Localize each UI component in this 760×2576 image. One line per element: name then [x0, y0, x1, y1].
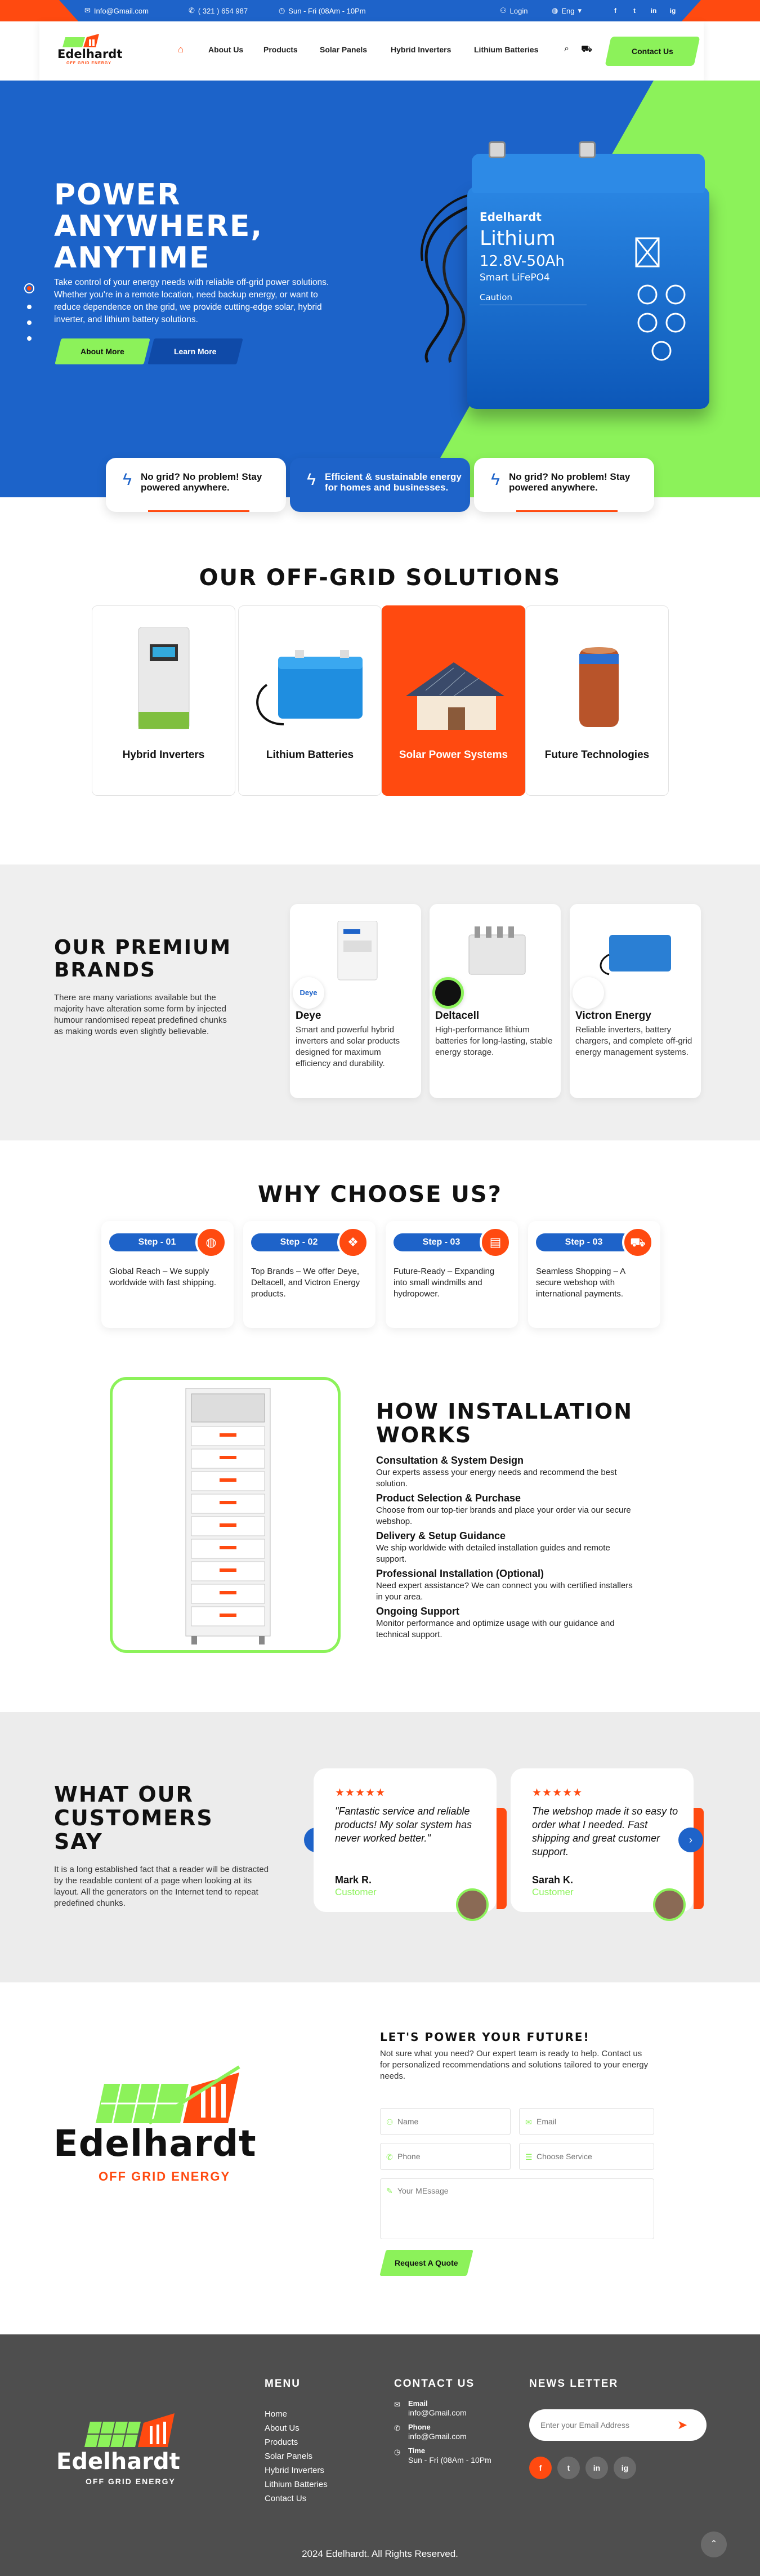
cell-icon: [574, 643, 624, 733]
contact-title: LET'S POWER YOUR FUTURE!: [380, 2030, 590, 2044]
star-rating: ★★★★★: [335, 1787, 386, 1799]
testimonial-card-1: ★★★★★ "Fantastic service and reliable products! My solar system has never worked better." Mark R. Customer: [314, 1768, 497, 1912]
copyright: 2024 Edelhardt. All Rights Reserved.: [302, 2548, 458, 2559]
contact-button[interactable]: Contact Us: [605, 37, 700, 66]
service-select[interactable]: [519, 2143, 654, 2170]
topbar-phone[interactable]: ✆ ( 321 ) 654 987: [189, 6, 248, 15]
mail-icon: ✉: [394, 2400, 400, 2409]
testimonials-title: WHAT OUR CUSTOMERS SAY: [54, 1782, 213, 1854]
top-bar-blue: [59, 0, 701, 21]
feature-card-2: ϟ Efficient & sustainable energy for homes and businesses.: [290, 458, 470, 512]
facebook-icon[interactable]: f: [614, 7, 616, 15]
list-icon: ☰: [525, 2152, 533, 2161]
install-step-3-text: We ship worldwide with detailed installation guides and remote support.: [376, 1543, 610, 1564]
avatar: [456, 1888, 489, 1921]
solution-solar-power-systems[interactable]: Solar Power Systems: [382, 605, 525, 796]
footer-link-home[interactable]: Home: [265, 2409, 288, 2419]
install-title: HOW INSTALLATION WORKS: [376, 1399, 633, 1447]
brands-title: OUR PREMIUM BRANDS: [54, 936, 232, 982]
install-step-5-text: Monitor performance and optimize usage with our guidance and technical support.: [376, 1619, 615, 1639]
footer-link-batteries[interactable]: Lithium Batteries: [265, 2480, 328, 2489]
clock-icon: ◷: [394, 2448, 401, 2456]
message-icon: ✎: [386, 2186, 393, 2195]
about-more-button[interactable]: About More: [55, 338, 150, 364]
step-card-3: Step - 03 ▤ Future-Ready – Expanding into small windmills and hydropower.: [386, 1221, 518, 1328]
feature-card-3: ϟ No grid? No problem! Stay powered anywhere.: [474, 458, 654, 512]
slider-dots: [24, 283, 35, 352]
send-icon[interactable]: ➤: [677, 2418, 688, 2432]
scroll-top-button[interactable]: [701, 2532, 727, 2557]
install-step-3-title: Delivery & Setup Guidance: [376, 1530, 506, 1541]
slider-dot-4[interactable]: [27, 336, 32, 341]
nav-lithium-batteries[interactable]: Lithium Batteries: [474, 45, 539, 54]
nav-solar-panels[interactable]: Solar Panels: [320, 45, 368, 54]
footer-phone[interactable]: info@Gmail.com: [408, 2432, 467, 2441]
facebook-icon[interactable]: f: [529, 2457, 552, 2479]
footer-link-about[interactable]: About Us: [265, 2423, 299, 2433]
victron-logo: [573, 977, 604, 1009]
slider-dot-3[interactable]: [27, 320, 32, 325]
phone-icon: ✆: [394, 2424, 400, 2432]
battery-icon: [250, 645, 374, 730]
hero: [0, 81, 760, 497]
email-input[interactable]: [519, 2108, 654, 2135]
footer-menu-title: MENU: [265, 2378, 301, 2390]
nav-hybrid-inverters[interactable]: Hybrid Inverters: [391, 45, 451, 54]
logo-text: Edelhardt: [57, 47, 123, 61]
hero-battery-image: Edelhardt Lithium 12.8V-50Ah Smart LiFePO4 Caution: [467, 154, 709, 413]
install-step-2-text: Choose from our top-tier brands and place your order via our secure webshop.: [376, 1505, 631, 1526]
footer-link-solar[interactable]: Solar Panels: [265, 2452, 313, 2461]
inverter-icon: [127, 627, 200, 734]
clock-icon: ◷: [279, 6, 285, 15]
top-bar: [0, 0, 760, 21]
install-step-1-text: Our experts assess your energy needs and recommend the best solution.: [376, 1468, 617, 1488]
message-input[interactable]: [380, 2178, 654, 2239]
twitter-icon[interactable]: t: [633, 7, 636, 15]
testimonials-text: It is a long established fact that a reader will be distracted by the readable content of a page when looking at its layout. All the generators on the Internet tend to repeat predefined chunks.: [54, 1865, 269, 1908]
footer-email[interactable]: info@Gmail.com: [408, 2408, 467, 2417]
phone-icon: ✆: [189, 6, 195, 15]
victron-device-icon: [598, 926, 677, 977]
globe-icon: ◍: [195, 1227, 227, 1258]
mail-icon: ✉: [525, 2118, 532, 2127]
testimonial-card-2: ★★★★★ The webshop made it so easy to order what I needed. Fast shipping and great customer support. Sarah K. Customer: [511, 1768, 694, 1912]
footer-link-contact[interactable]: Contact Us: [265, 2494, 307, 2503]
testimonials-next-button[interactable]: [678, 1828, 703, 1852]
brands-text: There are many variations available but the majority have alteration some form by injected humour randomised repeat predefined chunks as making words even slightly believable.: [54, 993, 227, 1036]
brands-icon: ❖: [337, 1227, 369, 1258]
deltacell-logo: [432, 977, 464, 1009]
big-logo: Edelhardt OFF GRID ENERGY: [53, 2061, 318, 2191]
hero-text: Take control of your energy needs with reliable off-grid power solutions. Whether you're in a remote location, need backup energy, or want to reduce dependence on the grid, we provide cutting-edge solar, hybrid inverter, and lithium battery solutions.: [54, 278, 329, 324]
solution-hybrid-inverters[interactable]: Hybrid Inverters: [92, 605, 235, 796]
contact-text: Not sure what you need? Our expert team is ready to help. Contact us for personalized recommendations and solutions tailored to your energy needs.: [380, 2049, 649, 2081]
logo-tagline: OFF GRID ENERGY: [66, 61, 111, 65]
install-step-5-title: Ongoing Support: [376, 1606, 459, 1617]
step-card-1: Step - 01 ◍ Global Reach – We supply worldwide with fast shipping.: [101, 1221, 234, 1328]
home-icon[interactable]: ⌂: [178, 44, 184, 55]
deye-logo: Deye: [293, 977, 324, 1009]
nav-about[interactable]: About Us: [208, 45, 244, 54]
footer-link-inverters[interactable]: Hybrid Inverters: [265, 2466, 324, 2475]
avatar: [653, 1888, 686, 1921]
install-step-1-title: Consultation & System Design: [376, 1455, 524, 1466]
hero-title: POWER ANYWHERE, ANYTIME: [54, 178, 263, 275]
twitter-icon[interactable]: t: [557, 2457, 580, 2479]
name-input[interactable]: [380, 2108, 511, 2135]
lightning-icon: ϟ: [491, 470, 500, 489]
logo[interactable]: [54, 32, 127, 71]
phone-input[interactable]: [380, 2143, 511, 2170]
nav-products[interactable]: Products: [263, 45, 298, 54]
solution-lithium-batteries[interactable]: Lithium Batteries: [238, 605, 382, 796]
linkedin-icon[interactable]: in: [650, 7, 657, 15]
user-icon: ⚇: [500, 6, 507, 15]
install-step-2-title: Product Selection & Purchase: [376, 1492, 521, 1504]
chevron-down-icon: ▾: [578, 6, 582, 15]
topbar-email[interactable]: ✉ Info@Gmail.com: [84, 6, 149, 15]
solutions-title: OUR OFF-GRID SOLUTIONS: [199, 565, 561, 591]
learn-more-button[interactable]: Learn More: [147, 338, 243, 364]
cart-icon: ⛟: [622, 1227, 654, 1258]
request-quote-button[interactable]: Request A Quote: [379, 2250, 473, 2276]
slider-dot-1[interactable]: [24, 283, 34, 293]
cart-icon[interactable]: ⛟: [581, 44, 593, 54]
step-card-2: Step - 02 ❖ Top Brands – We offer Deye, Deltacell, and Victron Energy products.: [243, 1221, 375, 1328]
install-step-4-text: Need expert assistance? We can connect you with certified installers in your area.: [376, 1581, 633, 1602]
footer-contact-title: CONTACT US: [394, 2378, 475, 2390]
document-icon: ▤: [480, 1227, 511, 1258]
chevron-right-icon: ›: [689, 1834, 692, 1846]
battery-rack-icon: [180, 1388, 276, 1644]
brand-card-deltacell[interactable]: Deltacell High-performance lithium batteries for long-lasting, stable energy storage.: [430, 904, 561, 1098]
step-card-4: Step - 03 ⛟ Seamless Shopping – A secure webshop with international payments.: [528, 1221, 660, 1328]
slider-dot-2[interactable]: [27, 305, 32, 309]
star-rating: ★★★★★: [532, 1787, 583, 1799]
phone-icon: ✆: [386, 2152, 393, 2161]
instagram-icon[interactable]: ig: [614, 2457, 636, 2479]
lightning-icon: ϟ: [307, 470, 316, 489]
instagram-icon[interactable]: ig: [669, 7, 676, 15]
footer-hours: Sun - Fri (08Am - 10Pm: [408, 2455, 491, 2464]
topbar-hours: ◷ Sun - Fri (08Am - 10Pm: [279, 6, 366, 15]
deltacell-battery-icon: [463, 924, 531, 980]
install-step-4-title: Professional Installation (Optional): [376, 1568, 544, 1579]
deye-inverter-icon: [335, 921, 380, 983]
login-link[interactable]: ⚇ Login: [500, 6, 528, 15]
why-title: WHY CHOOSE US?: [258, 1182, 502, 1207]
search-icon[interactable]: ⌕: [564, 44, 569, 54]
language-select[interactable]: ◍ Eng ▾: [552, 6, 582, 15]
battery-symbols-icon: [631, 233, 692, 379]
globe-icon: ◍: [552, 6, 558, 15]
footer-newsletter-title: NEWS LETTER: [529, 2378, 619, 2390]
mail-icon: ✉: [84, 6, 91, 15]
footer-logo-mark-icon: [56, 2405, 225, 2455]
linkedin-icon[interactable]: in: [585, 2457, 608, 2479]
feature-card-1: ϟ No grid? No problem! Stay powered anywhere.: [106, 458, 286, 512]
footer-link-products[interactable]: Products: [265, 2437, 298, 2447]
solution-future-technologies[interactable]: Future Technologies: [525, 605, 669, 796]
brand-card-victron[interactable]: Victron Energy Reliable inverters, battery chargers, and complete off-grid energy management systems.: [570, 904, 701, 1098]
footer-logo: Edelhardt OFF GRID ENERGY: [56, 2405, 225, 2489]
lightning-icon: ϟ: [123, 470, 132, 489]
installation-image: [110, 1377, 341, 1653]
main-nav: [39, 21, 704, 81]
user-icon: ⚇: [386, 2118, 394, 2127]
solar-system-icon: [395, 645, 516, 736]
chevron-up-icon: ⌃: [710, 2539, 718, 2549]
brand-card-deye[interactable]: Deye Deye Smart and powerful hybrid inverters and solar products designed for maximum efficiency and durability.: [290, 904, 421, 1098]
